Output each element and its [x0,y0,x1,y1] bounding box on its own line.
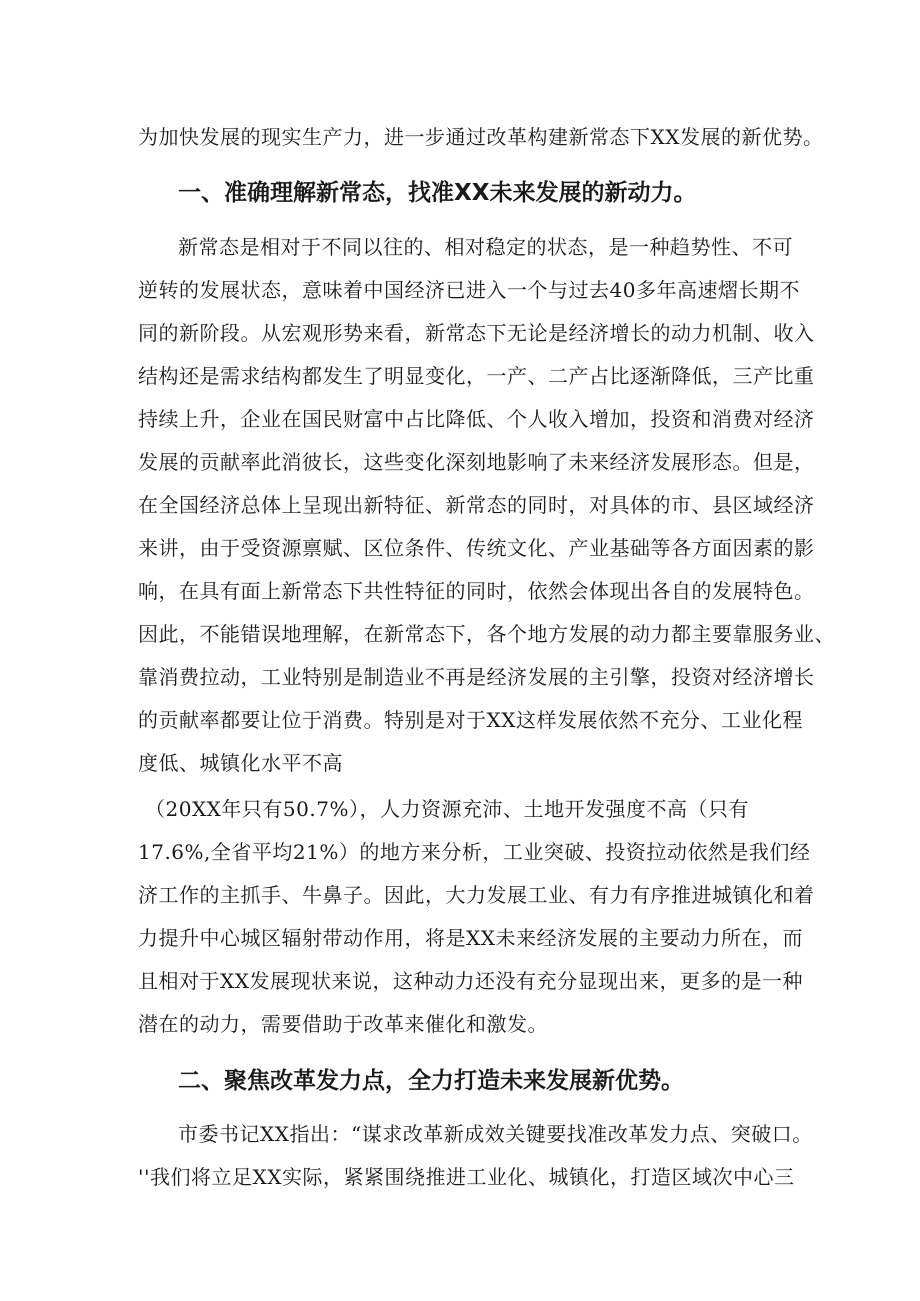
paragraph-line: 度低、城镇化水平不高 [138,751,343,775]
paragraph-line: （20XX年只有50.7%），人力资源充沛、土地开发强度不高（只有 [145,797,749,821]
paragraph-line: 因此，不能错误地理解，在新常态下，各个地方发展的动力都主要靠服务业、 [138,622,835,646]
paragraph-line: 潜在的动力，需要借助于改革来催化和激发。 [138,1012,548,1036]
paragraph-line: 响，在具有面上新常态下共性特征的同时，依然会体现出各自的发展特色。 [138,579,815,603]
intro-paragraph-line: 为加快发展的现实生产力，进一步通过改革构建新常态下XX发展的新优势。 [138,125,824,149]
paragraph-line: 同的新阶段。从宏观形势来看，新常态下无论是经济增长的动力机制、收入 [138,321,815,345]
paragraph-line: 且相对于XX发展现状来说，这种动力还没有充分显现出来，更多的是一种 [138,969,803,993]
paragraph-line: 的贡献率都要让位于消费。特别是对于XX这样发展依然不充分、工业化程 [138,708,803,732]
section-heading-2: 二、聚焦改革发力点，全力打造未来发展新优势。 [178,1068,684,1094]
paragraph-line: ''我们将立足XX实际，紧紧围绕推进工业化、城镇化，打造区域次中心三 [138,1165,795,1189]
paragraph-line: 逆转的发展状态，意味着中国经济已进入一个与过去40多年高速熠长期不 [138,278,800,302]
section-heading-1: 一、准确理解新常态，找准XX未来发展的新动力。 [178,180,697,206]
paragraph-line: 力提升中心城区辐射带动作用，将是XX未来经济发展的主要动力所在，而 [138,926,803,950]
paragraph-line: 17.6%,全省平均21%）的地方来分析，工业突破、投资拉动依然是我们经 [138,840,811,864]
paragraph-line: 济工作的主抓手、牛鼻子。因此，大力发展工业、有力有序推进城镇化和着 [138,883,815,907]
paragraph-line: 在全国经济总体上呈现出新特征、新常态的同时，对具体的市、县区域经济 [138,493,815,517]
paragraph-line: 靠消费拉动，工业特别是制造业不再是经济发展的主引擎，投资对经济增长 [138,665,815,689]
paragraph-line: 持续上升，企业在国民财富中占比降低、个人收入增加，投资和消费对经济 [138,407,815,431]
paragraph-line: 市委书记XX指出：“谋求改革新成效关键要找准改革发力点、突破口。 [178,1122,813,1146]
paragraph-line: 发展的贡献率此消彼长，这些变化深刻地影响了未来经济发展形态。但是， [138,450,815,474]
paragraph-line: 新常态是相对于不同以往的、相对稳定的状态，是一种趋势性、不可 [178,235,793,259]
paragraph-line: 结构还是需求结构都发生了明显变化，一产、二产占比逐渐降低，三产比重 [138,364,815,388]
paragraph-line: 来讲，由于受资源禀赋、区位条件、传统文化、产业基础等各方面因素的影 [138,536,815,560]
